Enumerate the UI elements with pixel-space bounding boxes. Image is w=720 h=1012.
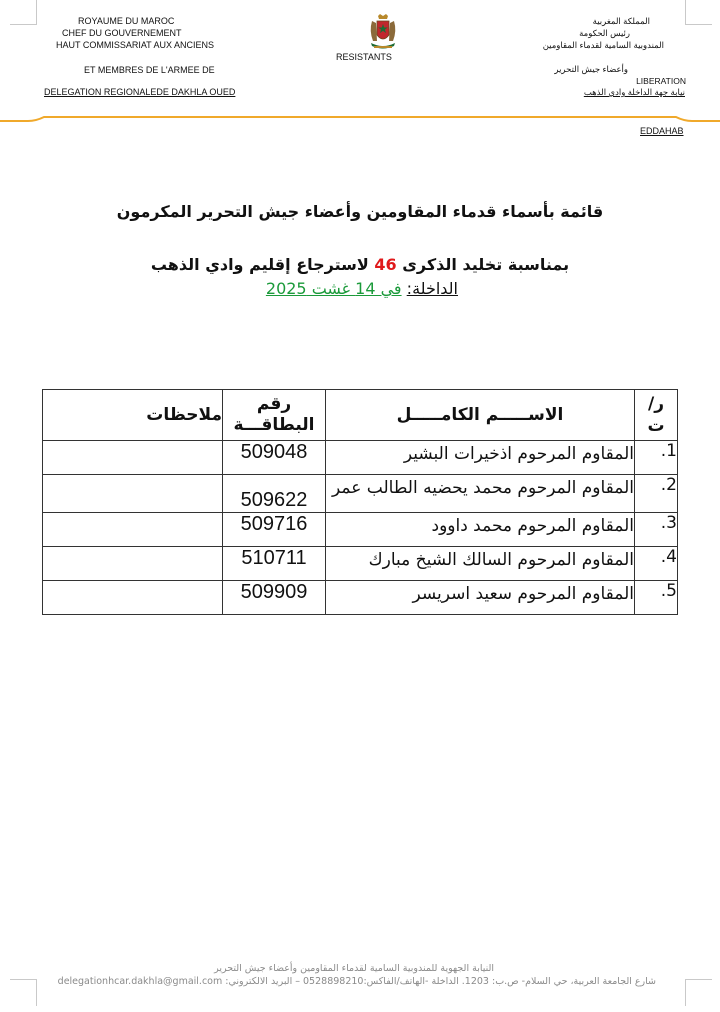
row-num: 2.: [635, 475, 678, 513]
table-row: [43, 547, 678, 581]
honorees-table: [42, 389, 678, 615]
table-row: [43, 441, 678, 475]
header-center-text: RESISTANTS: [336, 52, 392, 62]
row-num: 1.: [635, 441, 678, 475]
row-num: 5.: [635, 581, 678, 615]
row-name: المقاوم المرحوم محمد يحضيه الطالب عمر: [326, 475, 635, 513]
footer-line-2: [58, 976, 656, 987]
footer-line-1: النيابة الجهوية للمندوبية السامية لقدماء المقاومين وأعضاء جيش التحرير: [214, 963, 494, 974]
crop-mark-top-left: [10, 0, 37, 25]
row-notes: [43, 547, 223, 581]
row-name: المقاوم المرحوم سعيد اسريسر: [326, 581, 635, 615]
dateline-date: في 14 غشت 2025: [265, 279, 402, 298]
table-row: [43, 475, 678, 513]
crop-mark-top-right: [685, 0, 712, 25]
header-divider: [0, 112, 720, 122]
table-row: [43, 513, 678, 547]
occasion-suffix: لاسترجاع إقليم وادي الذهب: [150, 255, 369, 274]
dateline-place: الداخلة:: [406, 279, 458, 298]
row-card: 509716: [223, 513, 326, 547]
row-notes: [43, 475, 223, 513]
row-name: المقاوم المرحوم محمد داوود: [326, 513, 635, 547]
row-num: 3.: [635, 513, 678, 547]
header-ar-line: وأعضاء جيش التحرير: [554, 64, 628, 74]
footer-address: شارع الجامعة العربية، حي السلام- ص.ب: 1203. الداخلة -الهاتف/الفاكس:0528898210 – البريد الالكتروني:: [225, 976, 656, 987]
header-ar-line: المندوبية السامية لقدماء المقاومين: [542, 40, 664, 50]
row-card: 510711: [223, 547, 326, 581]
table-row: [43, 581, 678, 615]
row-card: 509622: [223, 475, 326, 513]
header-fr-line: ROYAUME DU MAROC: [78, 16, 175, 26]
header-name: الاســـــم الكامـــــل: [326, 390, 635, 441]
row-notes: [43, 581, 223, 615]
header-num: ر/ ت: [635, 390, 678, 441]
row-notes: [43, 513, 223, 547]
header-fr-line: ET MEMBRES DE L'ARMEE DE: [84, 65, 215, 75]
crop-mark-bottom-left: [10, 979, 37, 1006]
row-num: 4.: [635, 547, 678, 581]
row-name: المقاوم المرحوم اذخيرات البشير: [326, 441, 635, 475]
row-card: 509909: [223, 581, 326, 615]
row-card: 509048: [223, 441, 326, 475]
crop-mark-bottom-right: [685, 979, 712, 1006]
header-notes: ملاحظات: [43, 390, 223, 441]
header-ar-line: المملكة المغربية: [592, 16, 650, 26]
header-fr-line: HAUT COMMISSARIAT AUX ANCIENS: [56, 40, 215, 50]
header-ar-line: رئيس الحكومة: [579, 28, 630, 38]
document-occasion: [80, 254, 640, 276]
header-eddahab: EDDAHAB: [640, 126, 684, 136]
header-fr-line: DELEGATION REGIONALEDE DAKHLA OUED: [44, 87, 236, 97]
document-dateline: [266, 278, 458, 300]
footer-email: delegationhcar.dakhla@gmail.com: [57, 976, 223, 987]
header-fr-line: CHEF DU GOUVERNEMENT: [62, 28, 182, 38]
row-name: المقاوم المرحوم السالك الشيخ مبارك: [326, 547, 635, 581]
header-ar-line: نيابة جهة الداخلة وادي الذهب: [583, 87, 685, 97]
morocco-coat-of-arms-icon: [366, 13, 400, 51]
header-card: رقم البطاقـــة: [223, 390, 326, 441]
document-title: قائمة بأسماء قدماء المقاومين وأعضاء جيش التحرير المكرمون: [116, 202, 604, 221]
header-ar-line: LIBERATION: [636, 76, 686, 86]
row-notes: [43, 441, 223, 475]
occasion-number: 46: [374, 255, 397, 274]
table-header-row: [43, 390, 678, 441]
occasion-prefix: بمناسبة تخليد الذكرى: [402, 255, 570, 274]
